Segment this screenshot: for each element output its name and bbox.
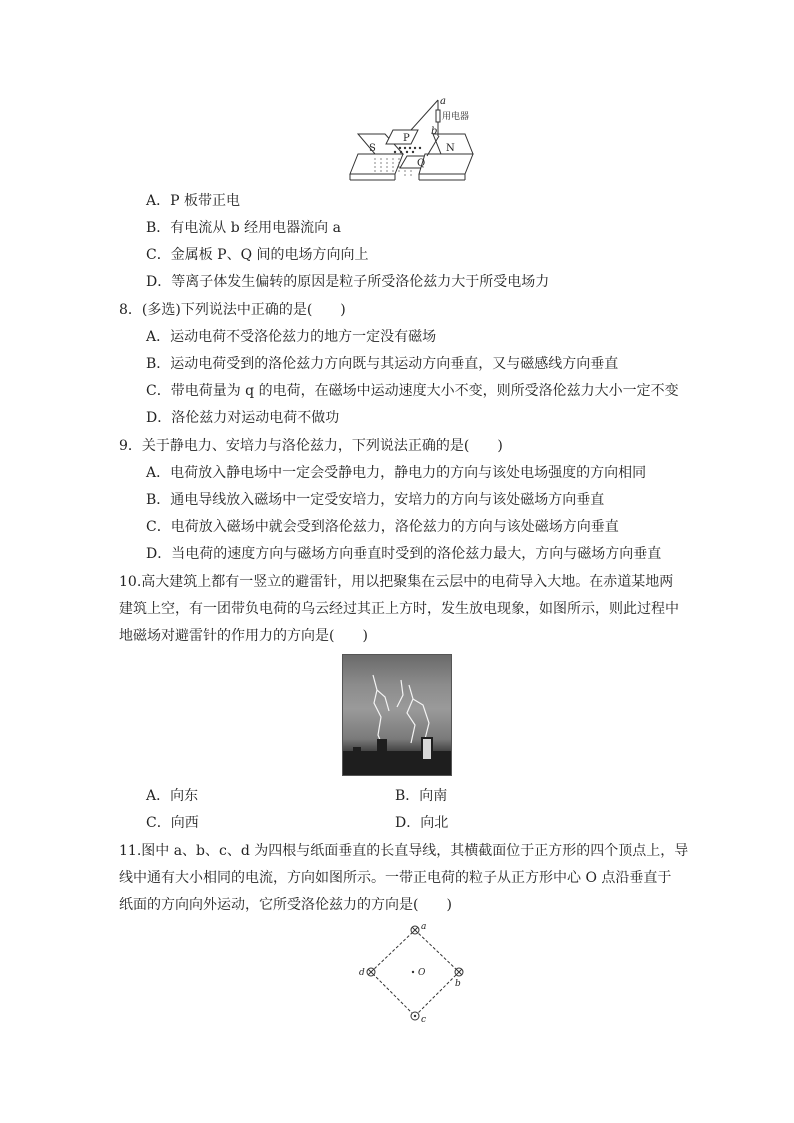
q10-option-b: B．向南 bbox=[395, 788, 448, 804]
q9-option-b: B．通电导线放入磁场中一定受安培力，安培力的方向与该处磁场方向垂直 bbox=[146, 492, 605, 508]
q11-stem-line-2: 线中通有大小相同的电流，方向如图所示。一带正电荷的粒子从正方形中心 O 点沿垂直于 bbox=[119, 870, 672, 886]
square-wires-figure bbox=[355, 920, 475, 1024]
label-a: a bbox=[440, 96, 446, 107]
label-b: b bbox=[431, 126, 438, 137]
q10-option-c: C．向西 bbox=[146, 815, 199, 831]
lightning-photo bbox=[342, 654, 452, 776]
q9-option-a: A．电荷放入静电场中一定会受静电力，静电力的方向与该处电场强度的方向相同 bbox=[146, 465, 647, 481]
q10-stem-line-2: 建筑上空，有一团带负电荷的乌云经过其正上方时，发生放电现象，如图所示，则此过程中 bbox=[119, 601, 679, 617]
q9-option-d: D．当电荷的速度方向与磁场方向垂直时受到的洛伦兹力最大，方向与磁场方向垂直 bbox=[146, 546, 662, 562]
q7-option-b: B．有电流从 b 经用电器流向 a bbox=[146, 220, 341, 236]
wire-c-out-of-page-icon bbox=[411, 1012, 419, 1020]
label-wire-c: c bbox=[421, 1015, 427, 1024]
label-wire-a: a bbox=[421, 922, 427, 932]
label-wire-d: d bbox=[359, 968, 365, 978]
label-device: 用电器 bbox=[442, 112, 470, 122]
label-N: N bbox=[446, 143, 455, 154]
q8-option-c: C．带电荷量为 q 的电荷，在磁场中运动速度大小不变，则所受洛伦兹力大小一定不变 bbox=[146, 383, 679, 399]
q9-stem: 9．关于静电力、安培力与洛伦兹力，下列说法正确的是( ) bbox=[119, 438, 503, 454]
label-Q: Q bbox=[417, 158, 426, 169]
q7-option-d: D．等离子体发生偏转的原因是粒子所受洛伦兹力大于所受电场力 bbox=[146, 274, 550, 290]
q10-option-a: A．向东 bbox=[146, 788, 199, 804]
label-wire-b: b bbox=[455, 979, 461, 989]
q10-option-d: D．向北 bbox=[395, 815, 449, 831]
q7-option-a: A．P 板带正电 bbox=[146, 193, 240, 209]
wire-b-into-page-icon bbox=[455, 968, 463, 976]
q8-stem: 8．(多选)下列说法中正确的是( ) bbox=[119, 302, 346, 318]
q10-stem-line-1: 10.高大建筑上都有一竖立的避雷针，用以把聚集在云层中的电荷导入大地。在赤道某地两 bbox=[119, 574, 674, 590]
q8-option-a: A．运动电荷不受洛伦兹力的地方一定没有磁场 bbox=[146, 329, 437, 345]
q9-option-c: C．电荷放入磁场中就会受到洛伦兹力，洛伦兹力的方向与该处磁场方向垂直 bbox=[146, 519, 619, 535]
mhd-generator-figure bbox=[345, 96, 480, 182]
label-P: P bbox=[403, 133, 410, 144]
label-S: S bbox=[369, 143, 376, 154]
q8-option-b: B．运动电荷受到的洛伦兹力方向既与其运动方向垂直，又与磁感线方向垂直 bbox=[146, 356, 619, 372]
label-center-O: O bbox=[418, 968, 426, 978]
wire-d-into-page-icon bbox=[367, 968, 375, 976]
q11-stem-line-1: 11.图中 a、b、c、d 为四根与纸面垂直的长直导线，其横截面位于正方形的四个顶点上，导 bbox=[119, 843, 689, 859]
q11-stem-line-3: 纸面的方向向外运动，它所受洛伦兹力的方向是( ) bbox=[119, 897, 452, 913]
wire-a-into-page-icon bbox=[411, 926, 419, 934]
q10-stem-line-3: 地磁场对避雷针的作用力的方向是( ) bbox=[119, 628, 368, 644]
q8-option-d: D．洛伦兹力对运动电荷不做功 bbox=[146, 410, 340, 426]
q7-option-c: C．金属板 P、Q 间的电场方向向上 bbox=[146, 247, 369, 263]
